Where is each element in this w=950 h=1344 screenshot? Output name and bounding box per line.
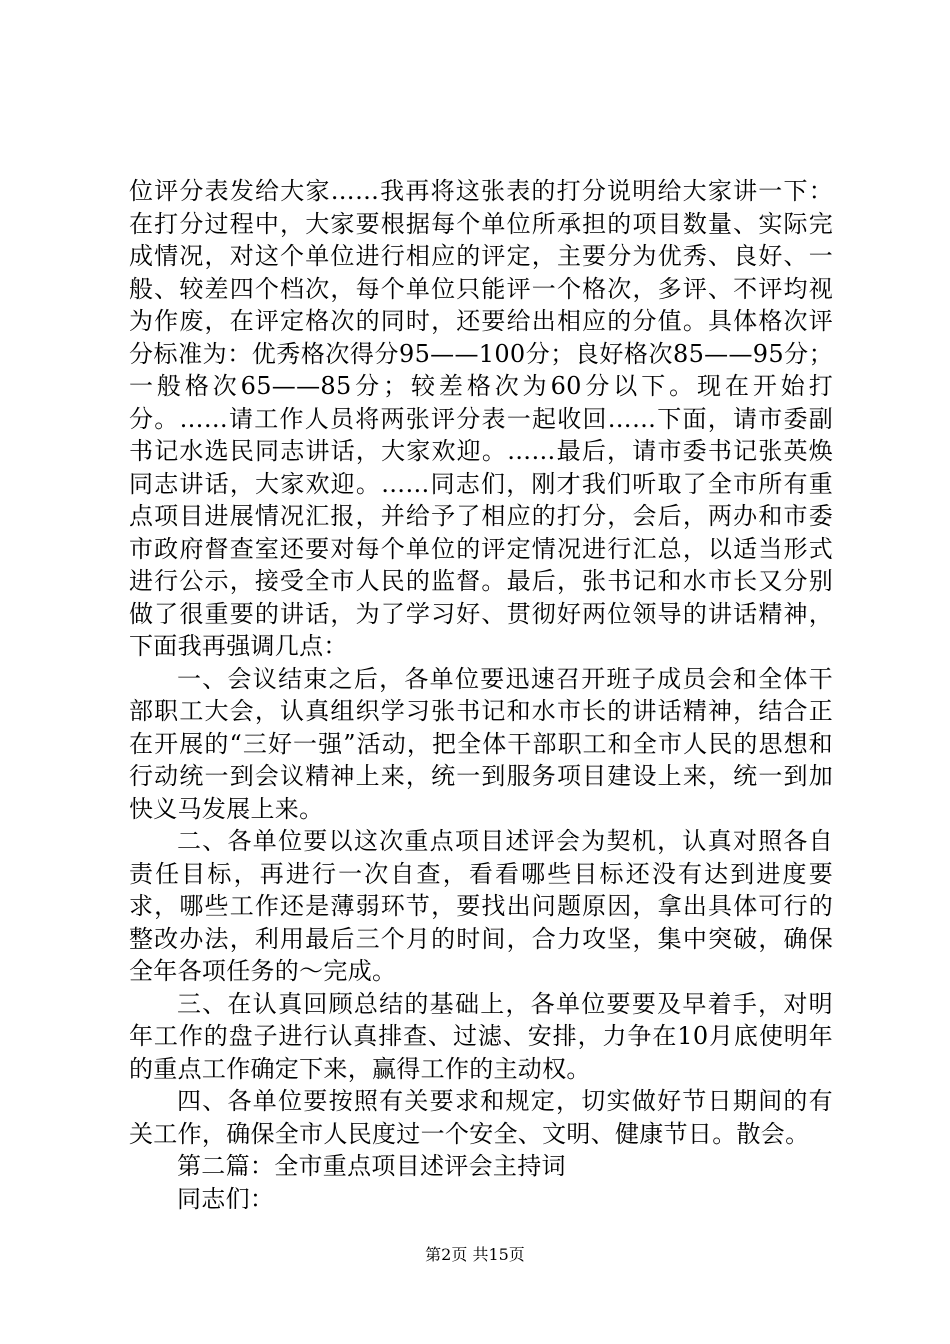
paragraph-point-2: 二、各单位要以这次重点项目述评会为契机，认真对照各自责任目标，再进行一次自查，看看哪些目标还没有达到进度要求，哪些工作还是薄弱环节，要找出问题原因，拿出具体可行的整改办法，利用最后三个月的时间，合力攻坚，集中突破，确保全年各项任务的～完成。 (129, 827, 833, 985)
page-footer (0, 1245, 950, 1265)
paragraph-point-4: 四、各单位要按照有关要求和规定，切实做好节日期间的有关工作，确保全市人民度过一个安全、文明、健康节日。散会。 (129, 1087, 833, 1148)
paragraph-point-1: 一、会议结束之后，各单位要迅速召开班子成员会和全体干部职工大会，认真组织学习张书记和水市长的讲话精神，结合正在开展的“三好一强”活动，把全体干部职工和全市人民的思想和行动统一到会议精神上来，统一到服务项目建设上来，统一到加快义马发展上来。 (129, 664, 833, 823)
page-number: 第2页 共15页 (425, 1245, 525, 1264)
paragraph-point-3: 三、在认真回顾总结的基础上，各单位要要及早着手，对明年工作的盘子进行认真排查、过滤、安排，力争在10月底使明年的重点工作确定下来，赢得工作的主动权。 (129, 989, 833, 1083)
salutation: 同志们： (177, 1184, 275, 1213)
document-body (129, 175, 833, 1215)
paragraph-intro: 位评分表发给大家……我再将这张表的打分说明给大家讲一下：在打分过程中，大家要根据每个单位所承担的项目数量、实际完成情况，对这个单位进行相应的评定，主要分为优秀、良好、一般、较差四个档次，每个单位只能评一个格次，多评、不评均视为作废，在评定格次的同时，还要给出相应的分值。具体格次评分标准为：优秀格次得分95——100分；良好格次85——95分；一般格次65——85分；较差格次为60分以下。现在开始打分。……请工作人员将两张评分表一起收回……下面，请市委副书记水选民同志讲话，大家欢迎。……最后，请市委书记张英焕同志讲话，大家欢迎。……同志们，刚才我们听取了全市所有重点项目进展情况汇报，并给予了相应的打分，会后，两办和市委市政府督查室还要对每个单位的评定情况进行汇总，以适当形式进行公示，接受全市人民的监督。最后，张书记和水市长又分别做了很重要的讲话，为了学习好、贯彻好两位领导的讲话精神，下面我再强调几点： (129, 177, 833, 660)
section-heading: 第二篇：全市重点项目述评会主持词 (177, 1152, 566, 1180)
